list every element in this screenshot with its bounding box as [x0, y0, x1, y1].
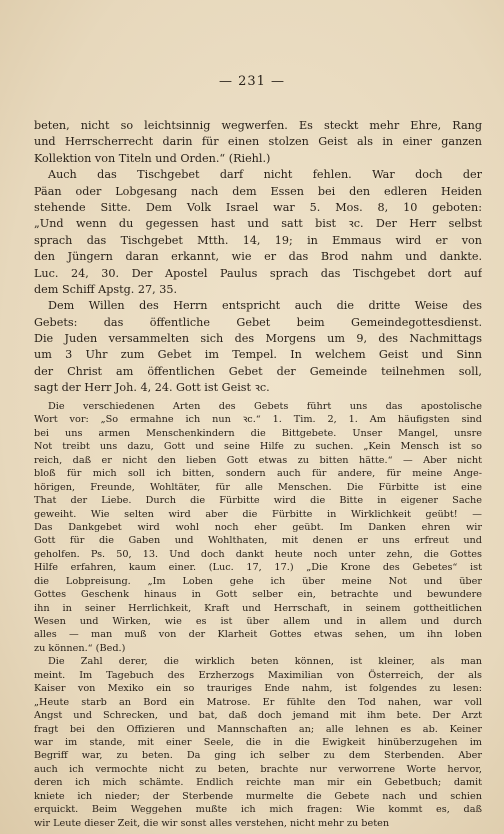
main-text-block — [34, 118, 482, 397]
page-number: — 231 — — [218, 74, 286, 89]
text-line: war im stande, mit einer Seele, die in die Ewigkeit hinüberzugehen im — [34, 736, 482, 748]
text-line: erquickt. Beim Weggehen mußte ich mich fragen: Wie kommt es, daß — [34, 804, 482, 816]
text-line: Wort vor: „So ermahne ich nun ꝛc.“ 1. Tim. 2, 1. Am häufigsten sind — [34, 414, 482, 426]
text-line: Not treibt uns dazu, Gott und seine Hilfe zu suchen. „Kein Mensch ist so — [34, 441, 482, 453]
text-line: alles — man muß von der Klarheit Gottes etwas sehen, um ihn loben — [34, 629, 482, 641]
text-line: Auch das Tischgebet darf nicht fehlen. War doch der — [48, 168, 482, 182]
text-line: „Heute starb an Bord ein Matrose. Er fühlte den Tod nahen, war voll — [34, 696, 482, 708]
text-line: Begriff war, zu beten. Da ging ich selber zu dem Sterbenden. Aber — [34, 750, 482, 762]
text-line: ihn in seiner Herrlichkeit, Kraft und Herrschaft, in seinem gottheitlichen — [34, 602, 482, 614]
text-line: Dem Willen des Herrn entspricht auch die dritte Weise des — [48, 299, 482, 313]
text-line: Kaiser von Mexiko ein so trauriges Ende nahm, ist folgendes zu lesen: — [34, 683, 482, 695]
text-line: wir Leute dieser Zeit, die wir sonst alles verstehen, nicht mehr zu beten — [34, 817, 390, 829]
text-line: Gebets: das öffentliche Gebet beim Gemeindegottesdienst. — [34, 315, 482, 329]
text-line: Die verschiedenen Arten des Gebets führt uns das apostolische — [48, 401, 482, 412]
text-line: der Christ am öffentlichen Gebet der Gemeinde teilnehmen soll, — [34, 364, 482, 378]
text-line: um 3 Uhr zum Gebet im Tempel. In welchem Geist und Sinn — [34, 348, 482, 362]
text-line: hörigen, Freunde, Wohltäter, für alle Menschen. Die Fürbitte ist eine — [34, 481, 482, 493]
text-line: bei uns armen Menschenkindern die Bittgebete. Unser Mangel, unsre — [34, 427, 482, 439]
text-line: bloß für mich soll ich bitten, sondern auch für andere, für meine Ange- — [34, 468, 482, 480]
text-line: Kollektion von Titeln und Orden.“ (Riehl.) — [34, 151, 271, 165]
text-line: geholfen. Ps. 50, 13. Und doch dankt heute noch unter zehn, die Gottes — [34, 548, 482, 560]
text-line: sprach das Tischgebet Mtth. 14, 19; in Emmaus wird er von — [34, 233, 482, 247]
text-line: dem Schiff Apstg. 27, 35. — [34, 282, 178, 296]
text-line: auch ich vermochte nicht zu beten, brachte nur verworrene Worte hervor, — [34, 763, 482, 775]
text-line: geweiht. Wie selten wird aber die Fürbitte in Wirklichkeit geübt! — — [34, 508, 482, 520]
text-line: That der Liebe. Durch die Fürbitte wird die Bitte in eigener Sache — [34, 495, 482, 507]
text-line: Luc. 24, 30. Der Apostel Paulus sprach das Tischgebet dort auf — [34, 266, 482, 280]
text-line: und Herrscherrecht darin für einen stolzen Geist als in einer ganzen — [34, 135, 482, 149]
text-line: Angst und Schrecken, und bat, daß doch jemand mit ihm bete. Der Arzt — [34, 710, 482, 722]
text-line: Gottes Geschenk hinaus in Gott selber ein, betrachte und bewundere — [34, 589, 482, 601]
text-line: Die Zahl derer, die wirklich beten können, ist kleiner, als man — [48, 656, 482, 668]
text-line: sagt der Herr Joh. 4, 24. Gott ist Geist ꝛc. — [34, 381, 270, 395]
text-line: reich, daß er nicht den lieben Gott etwas zu bitten hätte.“ — Aber nicht — [34, 454, 482, 466]
text-line: den Jüngern daran erkannt, wie er das Brod nahm und dankte. — [34, 250, 482, 264]
text-line: „Und wenn du gegessen hast und satt bist ꝛc. Der Herr selbst — [34, 217, 482, 231]
text-line: Hilfe erfahren, kaum einer. (Luc. 17, 17.) „Die Krone des Gebetes“ ist — [34, 562, 482, 574]
text-line: die Lobpreisung. „Im Loben gehe ich über meine Not und über — [34, 575, 482, 587]
text-line: zu können.“ (Bed.) — [34, 642, 126, 654]
text-line: Die Juden versammelten sich des Morgens um 9, des Nachmittags — [34, 332, 482, 346]
text-line: beten, nicht so leichtsinnig wegwerfen. Es steckt mehr Ehre, Rang — [34, 119, 482, 132]
text-line: Das Dankgebet wird wohl noch eher geübt. Im Danken ehren wir — [34, 521, 482, 533]
text-line: deren ich mich schämte. Endlich reichte man mir ein Gebetbuch; damit — [34, 777, 482, 789]
text-line: stehende Sitte. Dem Volk Israel war 5. Mos. 8, 10 geboten: — [34, 200, 482, 214]
small-print-block — [34, 400, 482, 830]
text-line: kniete ich nieder; der Sterbende murmelte die Gebete nach und schien — [34, 790, 482, 802]
text-line: meint. Im Tagebuch des Erzherzogs Maximilian von Österreich, der als — [34, 669, 482, 681]
text-line: Päan oder Lobgesang nach dem Essen bei den edleren Heiden — [34, 184, 482, 198]
text-line: Wesen und Wirken, wie es ist über allem und in allem und durch — [34, 616, 482, 627]
text-line: Gott für die Gaben und Wohlthaten, mit denen er uns erfreut und — [34, 535, 482, 547]
text-line: fragt bei den Offizieren und Mannschaften an; alle lehnen es ab. Keiner — [34, 723, 482, 735]
